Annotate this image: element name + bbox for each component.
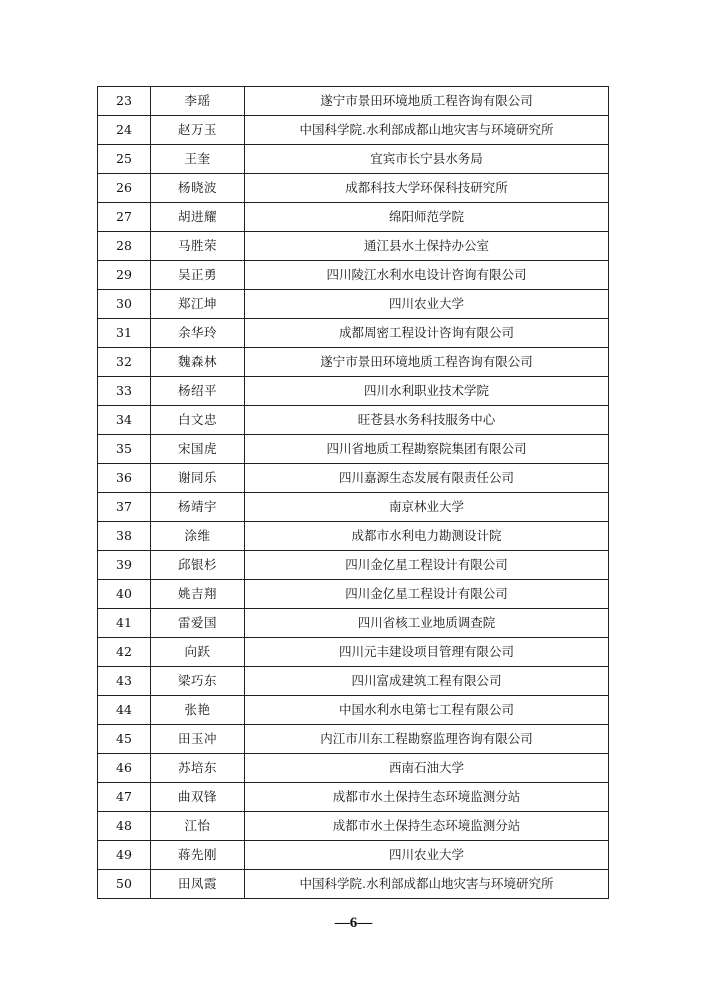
organization-cell: 四川农业大学: [245, 841, 609, 870]
person-name-cell: 雷爱国: [151, 609, 245, 638]
row-number-cell: 38: [98, 522, 151, 551]
person-name-cell: 余华玲: [151, 319, 245, 348]
table-row: [98, 261, 609, 290]
organization-cell: 成都市水土保持生态环境监测分站: [245, 812, 609, 841]
row-number-cell: 47: [98, 783, 151, 812]
table-row: [98, 638, 609, 667]
table-row: [98, 783, 609, 812]
table-row: [98, 145, 609, 174]
row-number-cell: 39: [98, 551, 151, 580]
table-row: [98, 203, 609, 232]
person-name-cell: 曲双锋: [151, 783, 245, 812]
table-row: [98, 696, 609, 725]
person-name-cell: 谢同乐: [151, 464, 245, 493]
table-row: [98, 232, 609, 261]
table-row: [98, 870, 609, 899]
row-number-cell: 40: [98, 580, 151, 609]
table-row: [98, 116, 609, 145]
organization-cell: 四川农业大学: [245, 290, 609, 319]
person-name-cell: 杨晓波: [151, 174, 245, 203]
organization-cell: 西南石油大学: [245, 754, 609, 783]
row-number-cell: 31: [98, 319, 151, 348]
person-name-cell: 宋国虎: [151, 435, 245, 464]
row-number-cell: 44: [98, 696, 151, 725]
row-number-cell: 42: [98, 638, 151, 667]
table-row: [98, 348, 609, 377]
table-row: [98, 580, 609, 609]
organization-cell: 成都周密工程设计咨询有限公司: [245, 319, 609, 348]
row-number-cell: 45: [98, 725, 151, 754]
organization-cell: 四川元丰建设项目管理有限公司: [245, 638, 609, 667]
row-number-cell: 30: [98, 290, 151, 319]
row-number-cell: 43: [98, 667, 151, 696]
table-row: [98, 319, 609, 348]
person-name-cell: 马胜荣: [151, 232, 245, 261]
row-number-cell: 48: [98, 812, 151, 841]
page-number: —6—: [334, 915, 373, 931]
row-number-cell: 29: [98, 261, 151, 290]
roster-table-body: [98, 87, 609, 899]
organization-cell: 成都市水利电力勘测设计院: [245, 522, 609, 551]
organization-cell: 旺苍县水务科技服务中心: [245, 406, 609, 435]
row-number-cell: 25: [98, 145, 151, 174]
row-number-cell: 26: [98, 174, 151, 203]
table-row: [98, 464, 609, 493]
organization-cell: 宜宾市长宁县水务局: [245, 145, 609, 174]
person-name-cell: 杨靖宇: [151, 493, 245, 522]
table-row: [98, 522, 609, 551]
organization-cell: 通江县水土保持办公室: [245, 232, 609, 261]
table-row: [98, 87, 609, 116]
person-name-cell: 白文忠: [151, 406, 245, 435]
row-number-cell: 23: [98, 87, 151, 116]
row-number-cell: 49: [98, 841, 151, 870]
row-number-cell: 27: [98, 203, 151, 232]
row-number-cell: 34: [98, 406, 151, 435]
person-name-cell: 邱银杉: [151, 551, 245, 580]
person-name-cell: 胡进耀: [151, 203, 245, 232]
row-number-cell: 41: [98, 609, 151, 638]
organization-cell: 南京林业大学: [245, 493, 609, 522]
table-row: [98, 725, 609, 754]
table-row: [98, 435, 609, 464]
table-row: [98, 841, 609, 870]
table-row: [98, 406, 609, 435]
organization-cell: 四川嘉源生态发展有限责任公司: [245, 464, 609, 493]
row-number-cell: 50: [98, 870, 151, 899]
person-name-cell: 杨绍平: [151, 377, 245, 406]
person-name-cell: 梁巧东: [151, 667, 245, 696]
table-row: [98, 290, 609, 319]
row-number-cell: 24: [98, 116, 151, 145]
organization-cell: 四川水利职业技术学院: [245, 377, 609, 406]
table-row: [98, 754, 609, 783]
table-row: [98, 493, 609, 522]
row-number-cell: 36: [98, 464, 151, 493]
row-number-cell: 28: [98, 232, 151, 261]
organization-cell: 遂宁市景田环境地质工程咨询有限公司: [245, 348, 609, 377]
person-name-cell: 田玉冲: [151, 725, 245, 754]
person-name-cell: 王奎: [151, 145, 245, 174]
person-name-cell: 李瑶: [151, 87, 245, 116]
organization-cell: 四川金亿星工程设计有限公司: [245, 580, 609, 609]
organization-cell: 成都科技大学环保科技研究所: [245, 174, 609, 203]
organization-cell: 成都市水土保持生态环境监测分站: [245, 783, 609, 812]
person-name-cell: 苏培东: [151, 754, 245, 783]
person-name-cell: 郑江坤: [151, 290, 245, 319]
row-number-cell: 32: [98, 348, 151, 377]
person-name-cell: 姚吉翔: [151, 580, 245, 609]
person-name-cell: 向跃: [151, 638, 245, 667]
row-number-cell: 37: [98, 493, 151, 522]
row-number-cell: 46: [98, 754, 151, 783]
organization-cell: 中国水利水电第七工程有限公司: [245, 696, 609, 725]
person-name-cell: 田凤霞: [151, 870, 245, 899]
table-row: [98, 551, 609, 580]
person-name-cell: 江怡: [151, 812, 245, 841]
person-name-cell: 蒋先刚: [151, 841, 245, 870]
row-number-cell: 35: [98, 435, 151, 464]
table-row: [98, 609, 609, 638]
table-row: [98, 667, 609, 696]
table-row: [98, 377, 609, 406]
person-name-cell: 张艳: [151, 696, 245, 725]
person-name-cell: 吴正勇: [151, 261, 245, 290]
table-row: [98, 812, 609, 841]
roster-table: [97, 86, 609, 899]
organization-cell: 四川省地质工程勘察院集团有限公司: [245, 435, 609, 464]
person-name-cell: 涂维: [151, 522, 245, 551]
organization-cell: 四川金亿星工程设计有限公司: [245, 551, 609, 580]
table-row: [98, 174, 609, 203]
person-name-cell: 赵万玉: [151, 116, 245, 145]
organization-cell: 中国科学院.水利部成都山地灾害与环境研究所: [245, 870, 609, 899]
organization-cell: 内江市川东工程勘察监理咨询有限公司: [245, 725, 609, 754]
organization-cell: 遂宁市景田环境地质工程咨询有限公司: [245, 87, 609, 116]
organization-cell: 四川富成建筑工程有限公司: [245, 667, 609, 696]
organization-cell: 中国科学院.水利部成都山地灾害与环境研究所: [245, 116, 609, 145]
person-name-cell: 魏森林: [151, 348, 245, 377]
row-number-cell: 33: [98, 377, 151, 406]
organization-cell: 四川省核工业地质调查院: [245, 609, 609, 638]
organization-cell: 四川陵江水利水电设计咨询有限公司: [245, 261, 609, 290]
organization-cell: 绵阳师范学院: [245, 203, 609, 232]
